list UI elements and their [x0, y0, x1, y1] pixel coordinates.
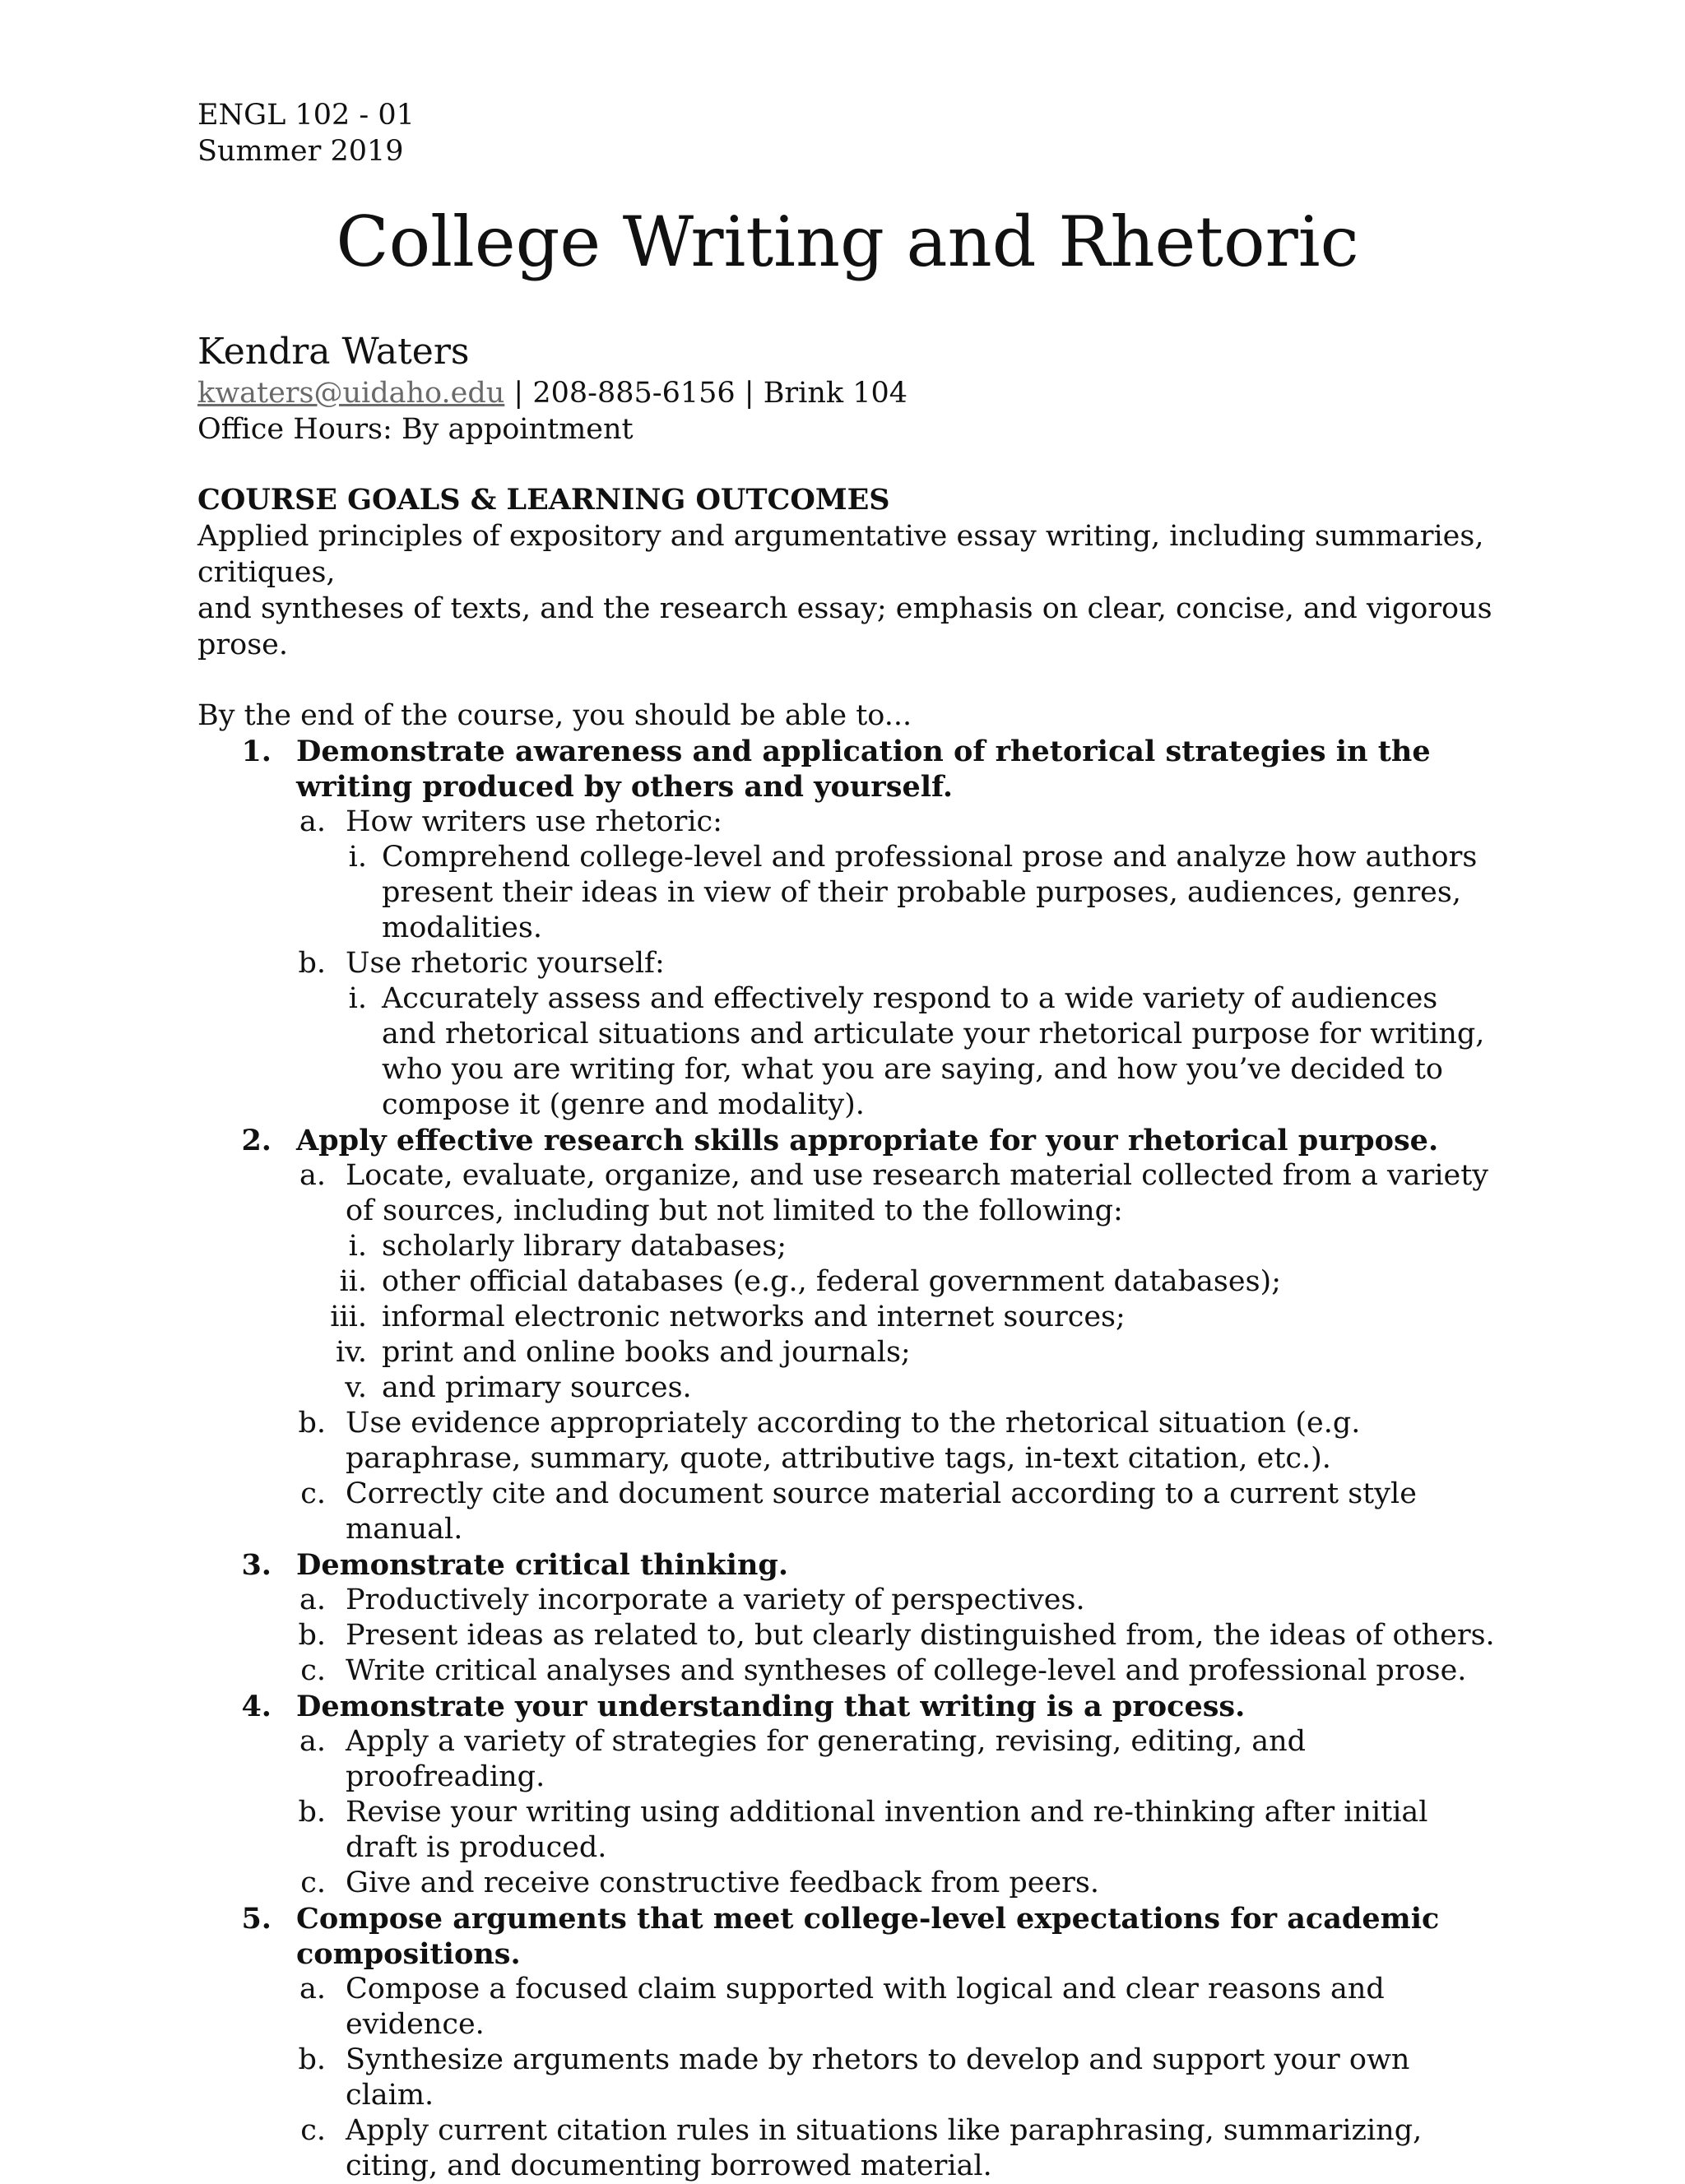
outcome-item — [241, 1901, 1497, 1972]
list-item-text: Productively incorporate a variety of perspectives. — [346, 1584, 1085, 1616]
list-item-text: and primary sources. — [382, 1371, 692, 1404]
list-item-text: Apply current citation rules in situations like paraphrasing, summarizing, citing, and documenting borrowed material. — [346, 2114, 1423, 2182]
outcome-item — [241, 1689, 1497, 1724]
outcome-sub-item — [300, 1477, 1497, 1547]
list-item-text: Comprehend college-level and professional prose and analyze how authors present their ideas in view of their probable purposes, audiences, genres, modalities. — [382, 841, 1478, 944]
outcome-sub-item — [298, 1618, 1497, 1653]
list-marker: b. — [298, 947, 326, 980]
outcome-sub-item — [299, 1724, 1497, 1795]
outcome-sub-item — [300, 2113, 1497, 2184]
list-item-text: Demonstrate your understanding that writing is a process. — [296, 1690, 1246, 1723]
list-marker: ii. — [339, 1265, 367, 1298]
section-heading-course-goals: COURSE GOALS & LEARNING OUTCOMES — [197, 483, 890, 517]
list-marker: 3. — [241, 1548, 272, 1582]
outcome-sub-sub-item — [345, 1370, 1497, 1406]
list-item-text: Use rhetoric yourself: — [346, 947, 665, 980]
list-item-text: Present ideas as related to, but clearly distinguished from, the ideas of others. — [346, 1619, 1495, 1652]
list-marker: b. — [298, 2043, 326, 2076]
outcome-sub-item — [299, 1158, 1497, 1229]
list-marker: iii. — [330, 1301, 367, 1333]
list-marker: a. — [299, 1159, 326, 1192]
list-marker: v. — [345, 1371, 367, 1404]
list-item-text: print and online books and journals; — [382, 1336, 911, 1369]
outcome-sub-sub-item — [336, 1335, 1497, 1370]
list-marker: 1. — [241, 735, 272, 768]
list-marker: c. — [300, 1477, 326, 1510]
outcome-item — [241, 1123, 1497, 1158]
list-item-text: other official databases (e.g., federal government databases); — [382, 1265, 1281, 1298]
outcome-sub-sub-item — [348, 1229, 1497, 1264]
outcome-item — [241, 1547, 1497, 1583]
outcome-sub-item — [298, 946, 1497, 981]
outcome-sub-item — [298, 1406, 1497, 1477]
course-code: ENGL 102 - 01 — [197, 99, 415, 132]
list-marker: 4. — [241, 1690, 272, 1723]
list-marker: a. — [299, 1973, 326, 2005]
outcome-sub-item — [299, 1583, 1497, 1618]
list-marker: c. — [300, 1654, 326, 1687]
outcome-sub-sub-item — [348, 840, 1497, 946]
list-item-text: informal electronic networks and internet sources; — [382, 1301, 1126, 1333]
list-marker: b. — [298, 1619, 326, 1652]
instructor-contact — [197, 375, 1497, 411]
list-item-text: Demonstrate awareness and application of rhetorical strategies in the writing produced by others and yourself. — [296, 735, 1431, 804]
list-item-text: Write critical analyses and syntheses of college-level and professional prose. — [346, 1654, 1467, 1687]
list-item-text: Correctly cite and document source material according to a current style manual. — [346, 1477, 1417, 1546]
outcome-sub-sub-item — [339, 1264, 1497, 1300]
outcome-sub-item — [298, 1795, 1497, 1866]
list-marker: b. — [298, 1407, 326, 1440]
outcome-sub-item — [299, 1972, 1497, 2043]
instructor-name: Kendra Waters — [197, 331, 470, 373]
outcome-sub-item — [299, 805, 1497, 840]
outcomes-intro: By the end of the course, you should be able to... — [197, 699, 912, 732]
list-marker: a. — [299, 1725, 326, 1758]
list-marker: 2. — [241, 1124, 272, 1157]
list-item-text: How writers use rhetoric: — [346, 805, 722, 838]
list-marker: i. — [348, 841, 367, 874]
course-title: College Writing and Rhetoric — [336, 202, 1359, 282]
outcome-sub-sub-item — [348, 981, 1497, 1123]
instructor-email-link[interactable]: kwaters@uidaho.edu — [197, 377, 505, 410]
list-item-text: Apply a variety of strategies for generating, revising, editing, and proofreading. — [346, 1725, 1307, 1793]
list-item-text: Accurately assess and effectively respond to a wide variety of audiences and rhetorical situations and articulate your rhetorical purpose for writing, who you are writing for, what you are saying, and how you’ve decided to compose it (genre and modality). — [382, 982, 1485, 1121]
list-marker: 5. — [241, 1902, 272, 1936]
list-marker: i. — [348, 982, 367, 1015]
outcome-sub-item — [298, 2043, 1497, 2113]
list-marker: c. — [300, 1866, 326, 1899]
list-marker: a. — [299, 805, 326, 838]
list-marker: a. — [299, 1584, 326, 1616]
outcome-sub-item — [300, 1653, 1497, 1689]
outcome-sub-item — [300, 1866, 1497, 1901]
list-item-text: Compose a focused claim supported with logical and clear reasons and evidence. — [346, 1973, 1385, 2041]
instructor-contact-details: | 208-885-6156 | Brink 104 — [504, 377, 908, 410]
list-item-text: Use evidence appropriately according to the rhetorical situation (e.g. paraphrase, summary, quote, attributive tags, in-text citation, etc.). — [346, 1407, 1361, 1475]
learning-outcomes-list — [197, 734, 1497, 2184]
office-hours: Office Hours: By appointment — [197, 413, 634, 446]
list-marker: iv. — [336, 1336, 367, 1369]
course-description-line-2: and syntheses of texts, and the research essay; emphasis on clear, concise, and vigorous prose. — [197, 592, 1492, 661]
list-item-text: Compose arguments that meet college-level expectations for academic compositions. — [296, 1902, 1440, 1971]
course-description-line-1: Applied principles of expository and argumentative essay writing, including summaries, critiques, — [197, 520, 1484, 589]
list-marker: b. — [298, 1796, 326, 1829]
list-item-text: Give and receive constructive feedback from peers. — [346, 1866, 1099, 1899]
list-marker: c. — [300, 2114, 326, 2147]
course-term: Summer 2019 — [197, 135, 404, 168]
list-item-text: Revise your writing using additional invention and re-thinking after initial draft is produced. — [346, 1796, 1428, 1864]
list-marker: i. — [348, 1230, 367, 1263]
list-item-text: Synthesize arguments made by rhetors to develop and support your own claim. — [346, 2043, 1410, 2112]
list-item-text: Demonstrate critical thinking. — [296, 1548, 789, 1582]
syllabus-page — [197, 97, 1497, 2184]
list-item-text: Locate, evaluate, organize, and use research material collected from a variety of sources, including but not limited to the following: — [346, 1159, 1489, 1227]
list-item-text: scholarly library databases; — [382, 1230, 787, 1263]
list-item-text: Apply effective research skills appropriate for your rhetorical purpose. — [296, 1124, 1439, 1157]
outcome-item — [241, 734, 1497, 805]
outcome-sub-sub-item — [330, 1300, 1497, 1335]
